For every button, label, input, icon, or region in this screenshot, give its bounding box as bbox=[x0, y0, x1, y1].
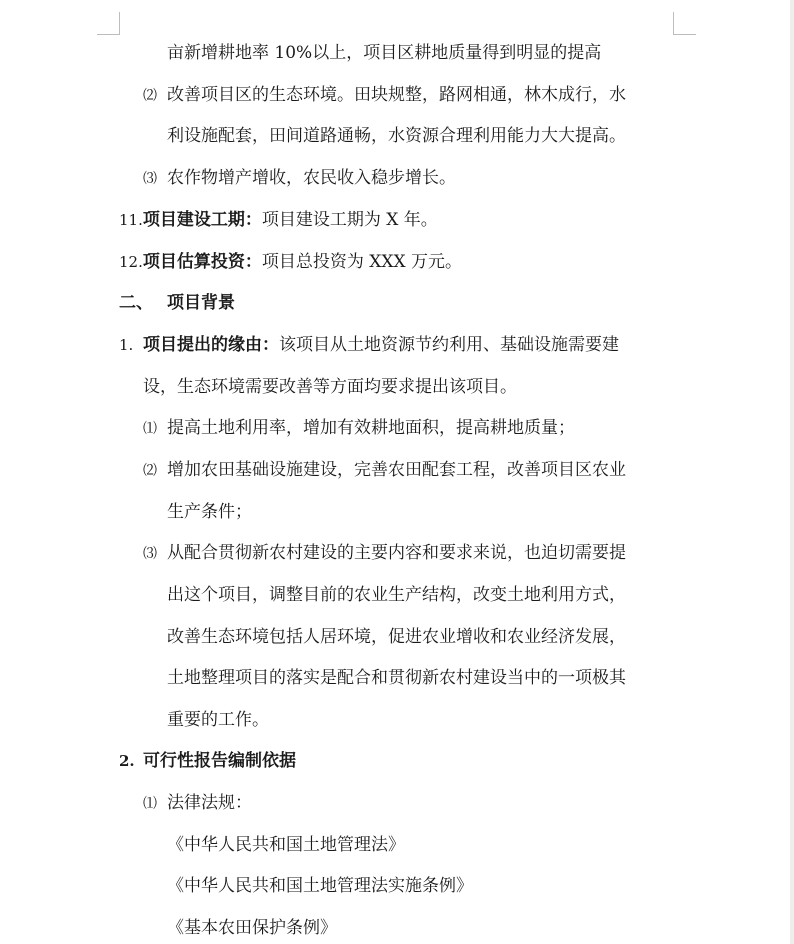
paragraph-line bbox=[167, 581, 626, 609]
list-item-line bbox=[143, 789, 252, 817]
section-item-line bbox=[119, 331, 619, 359]
line-text: 《中华人民共和国土地管理法实施条例》 bbox=[167, 876, 473, 896]
list-marker: ⑵ bbox=[143, 463, 157, 479]
section-heading bbox=[119, 289, 235, 317]
section-label: 项目建设工期： bbox=[142, 210, 262, 230]
section-title: 项目背景 bbox=[167, 293, 235, 313]
list-item-line bbox=[143, 81, 626, 109]
margin-corner-mark-right bbox=[673, 12, 696, 35]
section-number: 1. bbox=[119, 336, 134, 354]
line-text: 改善生态环境包括人居环境，促进农业增收和农业经济发展， bbox=[167, 627, 626, 647]
list-item-line bbox=[143, 414, 575, 442]
list-item-line bbox=[143, 539, 626, 567]
line-text: 《中华人民共和国土地管理法》 bbox=[167, 835, 405, 855]
line-text: 提高土地利用率，增加有效耕地面积，提高耕地质量； bbox=[167, 418, 575, 438]
list-item-line bbox=[143, 456, 626, 484]
section-number: 12. bbox=[119, 253, 143, 271]
paragraph-line bbox=[167, 664, 626, 692]
section-heading bbox=[119, 747, 296, 775]
line-text: 利设施配套，田间道路通畅，水资源合理利用能力大大提高。 bbox=[167, 126, 626, 146]
list-marker: ⑴ bbox=[143, 796, 157, 812]
line-text: 重要的工作。 bbox=[167, 710, 269, 730]
law-title-line bbox=[167, 872, 473, 900]
page-edge bbox=[790, 0, 794, 944]
line-text: 农作物增产增收，农民收入稳步增长。 bbox=[167, 168, 456, 188]
list-marker: ⑴ bbox=[143, 421, 157, 437]
section-item-line bbox=[119, 248, 462, 276]
section-number: 11. bbox=[119, 211, 143, 229]
line-text: 项目总投资为 XXX 万元。 bbox=[261, 252, 462, 272]
line-text: 项目建设工期为 X 年。 bbox=[261, 210, 438, 230]
line-text: 土地整理项目的落实是配合和贯彻新农村建设当中的一项极其 bbox=[167, 668, 626, 688]
list-marker: ⑶ bbox=[143, 546, 157, 562]
paragraph-line bbox=[143, 373, 517, 401]
line-text: 设，生态环境需要改善等方面均要求提出该项目。 bbox=[143, 377, 517, 397]
law-title-line bbox=[167, 831, 405, 859]
section-number: 二、 bbox=[119, 293, 153, 313]
line-text: 从配合贯彻新农村建设的主要内容和要求来说，也迫切需要提 bbox=[167, 543, 626, 563]
paragraph-line bbox=[167, 122, 626, 150]
line-text: 出这个项目，调整目前的农业生产结构，改变土地利用方式， bbox=[167, 585, 626, 605]
section-label: 项目提出的缘由： bbox=[143, 335, 279, 355]
list-marker: ⑶ bbox=[143, 171, 157, 187]
paragraph-line bbox=[167, 39, 601, 67]
paragraph-line bbox=[167, 706, 269, 734]
law-title-line bbox=[167, 914, 337, 942]
line-text: 《基本农田保护条例》 bbox=[167, 918, 337, 938]
paragraph-line bbox=[167, 623, 626, 651]
list-item-line bbox=[143, 164, 456, 192]
paragraph-line bbox=[167, 498, 252, 526]
section-title: 可行性报告编制依据 bbox=[143, 751, 296, 771]
section-label: 项目估算投资： bbox=[142, 252, 262, 272]
list-marker: ⑵ bbox=[143, 88, 157, 104]
line-text: 亩新增耕地率 10%以上，项目区耕地质量得到明显的提高 bbox=[167, 43, 602, 63]
line-text: 增加农田基础设施建设，完善农田配套工程，改善项目区农业 bbox=[167, 460, 626, 480]
margin-corner-mark-left bbox=[97, 12, 120, 35]
line-text: 法律法规： bbox=[167, 793, 252, 813]
section-item-line bbox=[119, 206, 438, 234]
line-text: 生产条件； bbox=[167, 502, 252, 522]
line-text: 改善项目区的生态环境。田块规整，路网相通，林木成行，水 bbox=[167, 85, 626, 105]
line-text: 该项目从土地资源节约利用、基础设施需要建 bbox=[279, 335, 619, 355]
section-number: 2. bbox=[119, 752, 135, 770]
